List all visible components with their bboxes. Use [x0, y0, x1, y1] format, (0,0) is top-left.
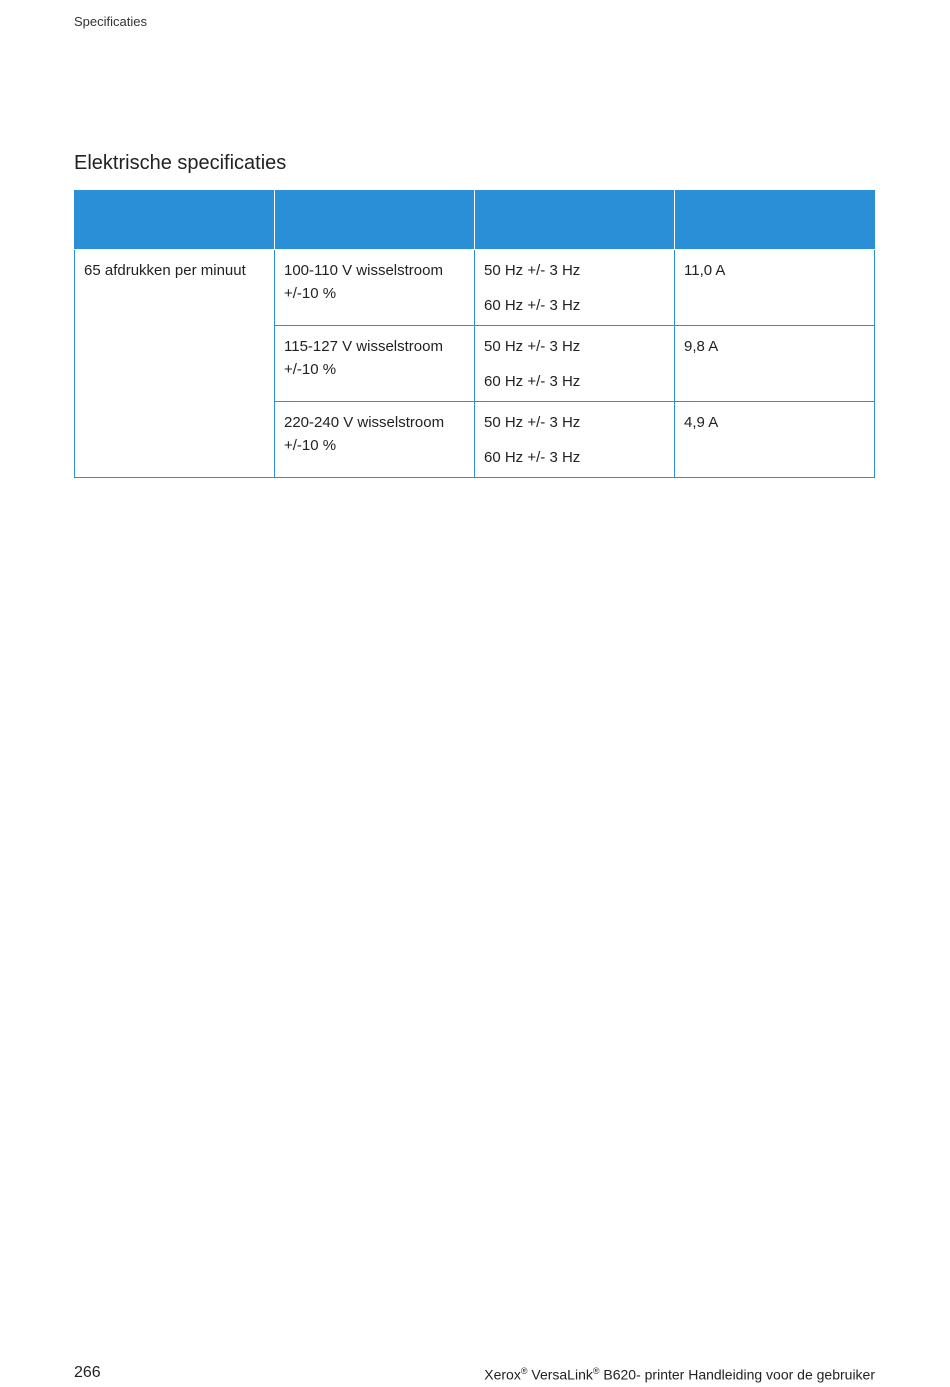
- frequency-cell: [475, 250, 675, 326]
- guide-title: B620- printer Handleiding voor de gebruiker: [603, 1366, 875, 1383]
- current-cell: 4,9 A: [675, 402, 875, 478]
- registered-mark: ®: [592, 1366, 600, 1376]
- current-cell: 11,0 A: [675, 250, 875, 326]
- table-header-row: [75, 191, 875, 250]
- electrical-specs-table: [74, 190, 875, 478]
- frequency-value: 50 Hz +/- 3 Hz: [484, 262, 581, 279]
- page-number: 266: [74, 1364, 101, 1381]
- table-header-cell: [675, 191, 875, 250]
- running-header: Specificaties: [74, 14, 147, 29]
- section-title: Elektrische specificaties: [74, 152, 287, 174]
- frequency-value: 50 Hz +/- 3 Hz: [484, 338, 581, 355]
- table-header-cell: [75, 191, 275, 250]
- table-row: [75, 250, 875, 326]
- current-cell: 9,8 A: [675, 326, 875, 402]
- frequency-value: 60 Hz +/- 3 Hz: [484, 373, 581, 390]
- table-header-cell: [275, 191, 475, 250]
- brand-name: Xerox: [484, 1366, 521, 1383]
- product-name: VersaLink: [531, 1366, 593, 1383]
- registered-mark: ®: [520, 1366, 528, 1376]
- frequency-value: 60 Hz +/- 3 Hz: [484, 449, 581, 466]
- frequency-value: 50 Hz +/- 3 Hz: [484, 414, 581, 431]
- table-header-cell: [475, 191, 675, 250]
- model-cell: 65 afdrukken per minuut: [75, 250, 275, 478]
- frequency-cell: [475, 326, 675, 402]
- frequency-value: 60 Hz +/- 3 Hz: [484, 297, 581, 314]
- voltage-cell: 220-240 V wisselstroom +/-10 %: [275, 402, 475, 478]
- voltage-cell: 115-127 V wisselstroom +/-10 %: [275, 326, 475, 402]
- voltage-cell: 100-110 V wisselstroom +/-10 %: [275, 250, 475, 326]
- footer-title: [484, 1366, 875, 1383]
- frequency-cell: [475, 402, 675, 478]
